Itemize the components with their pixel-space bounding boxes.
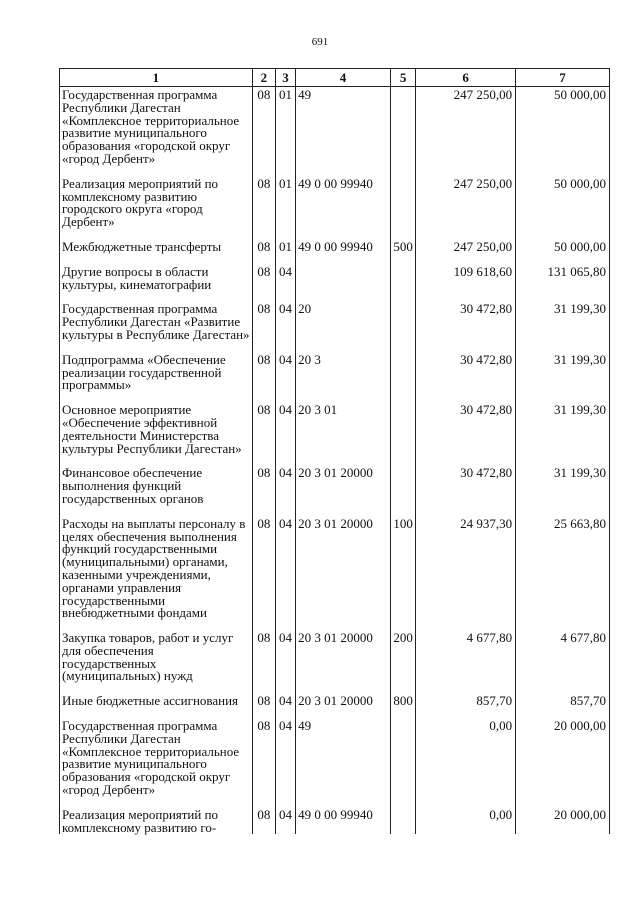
expense-type-cell — [390, 264, 415, 302]
amount-year2-cell: 31 199,30 — [516, 352, 610, 402]
expense-type-cell: 800 — [390, 693, 415, 718]
target-article-cell: 20 3 01 — [296, 402, 391, 465]
section-code-cell: 08 — [252, 239, 275, 264]
row-name-cell: Государственная программа Республики Дагестан «Развитие культуры в Республике Дагестан» — [60, 301, 253, 351]
subsection-code-cell: 04 — [275, 465, 295, 515]
section-code-cell: 08 — [252, 87, 275, 176]
table-row — [60, 630, 610, 693]
header-col-5: 5 — [390, 69, 415, 87]
subsection-code-cell: 01 — [275, 239, 295, 264]
amount-year1-cell: 30 472,80 — [416, 301, 516, 351]
expense-type-cell — [390, 807, 415, 835]
expense-type-cell: 200 — [390, 630, 415, 693]
row-name-cell: Государственная программа Республики Дагестан «Комплексное территориальное развитие муниципального образования «городской округ «город Дербент» — [60, 87, 253, 176]
amount-year1-cell: 30 472,80 — [416, 402, 516, 465]
table-row — [60, 465, 610, 515]
section-code-cell: 08 — [252, 807, 275, 835]
section-code-cell: 08 — [252, 176, 275, 239]
target-article-cell — [296, 264, 391, 302]
header-row — [60, 69, 610, 87]
amount-year2-cell: 50 000,00 — [516, 176, 610, 239]
amount-year2-cell: 25 663,80 — [516, 516, 610, 630]
amount-year2-cell: 50 000,00 — [516, 87, 610, 176]
target-article-cell: 20 3 01 20000 — [296, 516, 391, 630]
subsection-code-cell: 04 — [275, 516, 295, 630]
expense-type-cell — [390, 176, 415, 239]
amount-year1-cell: 857,70 — [416, 693, 516, 718]
target-article-cell: 49 0 00 99940 — [296, 239, 391, 264]
row-name-cell: Реализация мероприятий по комплексному развитию городского округа «город Дербент» — [60, 176, 253, 239]
expense-type-cell — [390, 301, 415, 351]
subsection-code-cell: 04 — [275, 402, 295, 465]
amount-year2-cell: 857,70 — [516, 693, 610, 718]
row-name-cell: Основное мероприятие «Обеспечение эффективной деятельности Министерства культуры Республики Дагестан» — [60, 402, 253, 465]
target-article-cell: 20 3 01 20000 — [296, 465, 391, 515]
row-name-cell: Подпрограмма «Обеспечение реализации государственной программы» — [60, 352, 253, 402]
target-article-cell: 49 — [296, 718, 391, 807]
amount-year2-cell: 20 000,00 — [516, 718, 610, 807]
section-code-cell: 08 — [252, 630, 275, 693]
header-col-4: 4 — [296, 69, 391, 87]
target-article-cell: 49 0 00 99940 — [296, 807, 391, 835]
table-row — [60, 301, 610, 351]
subsection-code-cell: 01 — [275, 87, 295, 176]
amount-year2-cell: 20 000,00 — [516, 807, 610, 835]
target-article-cell: 20 3 — [296, 352, 391, 402]
amount-year1-cell: 4 677,80 — [416, 630, 516, 693]
table-row — [60, 176, 610, 239]
table-row — [60, 239, 610, 264]
target-article-cell: 20 — [296, 301, 391, 351]
row-name-cell: Государственная программа Республики Дагестан «Комплексное территориальное развитие муниципального образования «городской округ «город Дербент» — [60, 718, 253, 807]
amount-year1-cell: 30 472,80 — [416, 352, 516, 402]
row-name-cell: Межбюджетные трансферты — [60, 239, 253, 264]
subsection-code-cell: 01 — [275, 176, 295, 239]
amount-year2-cell: 31 199,30 — [516, 301, 610, 351]
table-row — [60, 87, 610, 176]
section-code-cell: 08 — [252, 465, 275, 515]
amount-year2-cell: 31 199,30 — [516, 402, 610, 465]
subsection-code-cell: 04 — [275, 630, 295, 693]
section-code-cell: 08 — [252, 516, 275, 630]
table-row — [60, 402, 610, 465]
amount-year2-cell: 50 000,00 — [516, 239, 610, 264]
subsection-code-cell: 04 — [275, 352, 295, 402]
page-number: 691 — [311, 36, 329, 48]
expense-type-cell — [390, 402, 415, 465]
target-article-cell: 49 — [296, 87, 391, 176]
subsection-code-cell: 04 — [275, 301, 295, 351]
expense-type-cell: 100 — [390, 516, 415, 630]
row-name-cell: Закупка товаров, работ и услуг для обеспечения государственных (муниципальных) нужд — [60, 630, 253, 693]
row-name-cell: Иные бюджетные ассигнования — [60, 693, 253, 718]
expense-type-cell — [390, 465, 415, 515]
amount-year1-cell: 109 618,60 — [416, 264, 516, 302]
amount-year2-cell: 4 677,80 — [516, 630, 610, 693]
section-code-cell: 08 — [252, 301, 275, 351]
amount-year2-cell: 131 065,80 — [516, 264, 610, 302]
row-name-cell: Другие вопросы в области культуры, кинематографии — [60, 264, 253, 302]
row-name-cell: Расходы на выплаты персоналу в целях обеспечения выполнения функций государственными (муниципальными) органами, казенными учреждениями, органами управления государственными внебюджетными фондами — [60, 516, 253, 630]
header-col-1: 1 — [60, 69, 253, 87]
amount-year1-cell: 0,00 — [416, 718, 516, 807]
subsection-code-cell: 04 — [275, 693, 295, 718]
target-article-cell: 49 0 00 99940 — [296, 176, 391, 239]
amount-year1-cell: 24 937,30 — [416, 516, 516, 630]
expense-type-cell — [390, 352, 415, 402]
expense-type-cell: 500 — [390, 239, 415, 264]
amount-year1-cell: 0,00 — [416, 807, 516, 835]
expense-type-cell — [390, 87, 415, 176]
amount-year1-cell: 247 250,00 — [416, 239, 516, 264]
section-code-cell: 08 — [252, 718, 275, 807]
section-code-cell: 08 — [252, 402, 275, 465]
expense-type-cell — [390, 718, 415, 807]
table-row — [60, 718, 610, 807]
table-row — [60, 264, 610, 302]
subsection-code-cell: 04 — [275, 807, 295, 835]
header-col-7: 7 — [516, 69, 610, 87]
target-article-cell: 20 3 01 20000 — [296, 630, 391, 693]
table-row — [60, 516, 610, 630]
table-row — [60, 693, 610, 718]
table-row — [60, 807, 610, 835]
section-code-cell: 08 — [252, 264, 275, 302]
header-col-2: 2 — [252, 69, 275, 87]
amount-year1-cell: 247 250,00 — [416, 176, 516, 239]
subsection-code-cell: 04 — [275, 264, 295, 302]
amount-year1-cell: 247 250,00 — [416, 87, 516, 176]
section-code-cell: 08 — [252, 693, 275, 718]
header-col-6: 6 — [416, 69, 516, 87]
row-name-cell: Финансовое обеспечение выполнения функций государственных органов — [60, 465, 253, 515]
header-col-3: 3 — [275, 69, 295, 87]
amount-year2-cell: 31 199,30 — [516, 465, 610, 515]
subsection-code-cell: 04 — [275, 718, 295, 807]
amount-year1-cell: 30 472,80 — [416, 465, 516, 515]
table-row — [60, 352, 610, 402]
target-article-cell: 20 3 01 20000 — [296, 693, 391, 718]
budget-table — [59, 68, 610, 834]
section-code-cell: 08 — [252, 352, 275, 402]
row-name-cell: Реализация мероприятий по комплексному развитию го- — [60, 807, 253, 835]
